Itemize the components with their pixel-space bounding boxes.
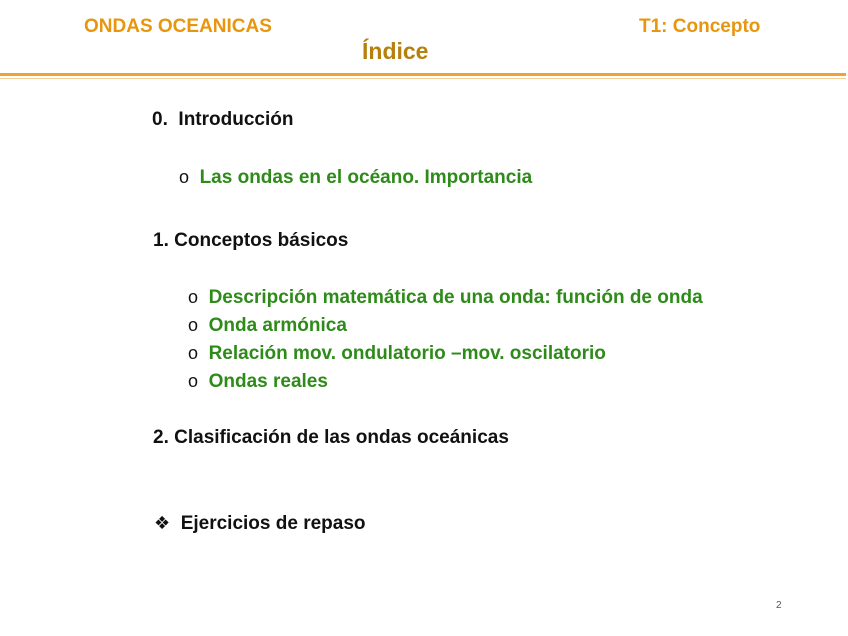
section-classification-title: Clasificación de las ondas oceánicas xyxy=(174,427,509,448)
exercises-title: Ejercicios de repaso xyxy=(180,513,366,534)
exercises-heading xyxy=(154,511,366,536)
section-intro-heading xyxy=(152,108,293,132)
basics-item-label: Descripción matemática de una onda: función de onda xyxy=(208,287,703,308)
section-basics-heading xyxy=(153,229,348,253)
basics-item-1 xyxy=(188,285,703,310)
basics-item-4 xyxy=(188,369,328,394)
section-intro-number: 0. xyxy=(152,109,168,130)
page-title: Índice xyxy=(362,38,429,64)
section-basics-number: 1. xyxy=(153,230,169,251)
section-intro-title: Introducción xyxy=(178,109,294,130)
intro-item-label: Las ondas en el océano. Importancia xyxy=(199,167,533,188)
section-classification-number: 2. xyxy=(153,427,169,448)
diamond-star-icon: ❖ xyxy=(154,513,171,533)
basics-item-3 xyxy=(188,341,606,366)
section-classification-heading xyxy=(153,426,509,450)
bullet-icon: o xyxy=(188,315,199,335)
basics-item-2 xyxy=(188,313,347,338)
basics-item-label: Onda armónica xyxy=(208,315,347,336)
intro-item-1 xyxy=(179,165,532,190)
bullet-icon: o xyxy=(188,343,199,363)
page-number: 2 xyxy=(776,600,782,611)
header-left-title: ONDAS OCEANICAS xyxy=(84,16,272,37)
bullet-icon: o xyxy=(179,167,190,187)
section-basics-title: Conceptos básicos xyxy=(174,230,349,251)
header-rule xyxy=(0,73,846,76)
basics-item-label: Relación mov. ondulatorio –mov. oscilatorio xyxy=(208,343,606,364)
basics-item-label: Ondas reales xyxy=(208,371,328,392)
header-right-title: T1: Concepto xyxy=(639,16,761,37)
bullet-icon: o xyxy=(188,287,199,307)
header-rule-thin xyxy=(0,78,846,79)
bullet-icon: o xyxy=(188,371,199,391)
